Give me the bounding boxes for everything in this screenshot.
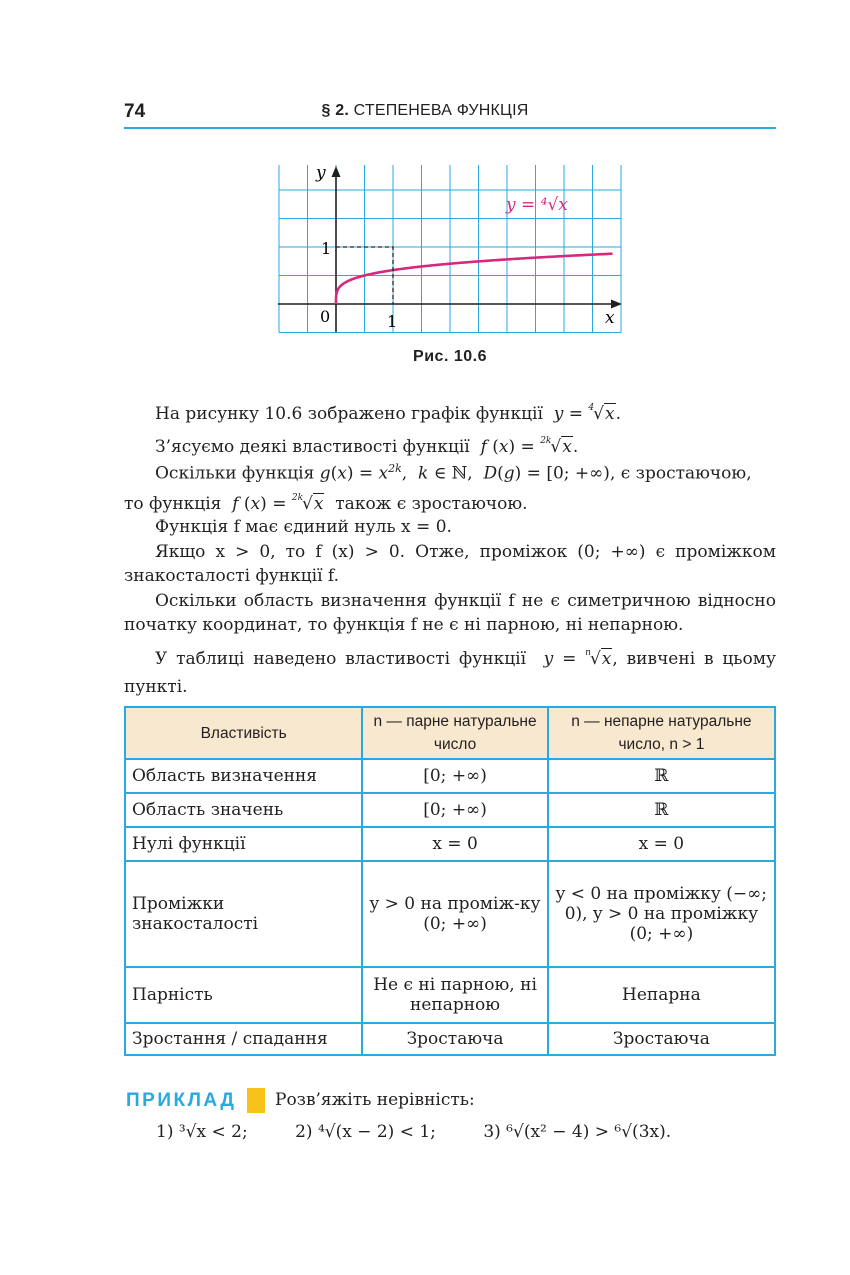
example-item-3: 3) ⁶√(x² − 4) > ⁶√(3x). xyxy=(483,1122,672,1142)
page-number: 74 xyxy=(124,101,146,122)
table-header-row xyxy=(125,707,775,759)
table-cell: Область значень xyxy=(125,793,362,827)
table-cell: x = 0 xyxy=(548,827,775,861)
tick-label-y-1: 1 xyxy=(321,239,332,258)
paragraph-1: На рисунку 10.6 зображено графік функції y = $^4$√x. xyxy=(155,403,621,424)
table-cell: Нулі функції xyxy=(125,827,362,861)
section-title: СТЕПЕНЕВА ФУНКЦІЯ xyxy=(353,102,529,119)
paragraph-2-text: З’ясуємо деякі властивості функції xyxy=(155,437,470,457)
table-header-cell: n — непарне натуральне число, n > 1 xyxy=(548,707,775,759)
paragraph-4-text: Функція f має єдиний нуль x = 0. xyxy=(155,517,452,537)
table-row xyxy=(125,861,775,967)
paragraph-3-text-a: Оскільки функція xyxy=(155,463,315,484)
table-cell: Зростаюча xyxy=(548,1023,775,1055)
table-row xyxy=(125,759,775,793)
paragraph-2: З’ясуємо деякі властивості функції f (x) = $^{2k}$√x. xyxy=(155,436,579,457)
paragraph-4 xyxy=(124,515,776,539)
tick-label-x-1: 1 xyxy=(387,312,398,331)
example-items xyxy=(156,1122,713,1142)
table-cell: [0; +∞) xyxy=(362,793,547,827)
table-cell: [0; +∞) xyxy=(362,759,547,793)
running-head xyxy=(0,102,850,120)
axis-label-x: x xyxy=(605,308,615,328)
paragraph-5-text: Якщо x > 0, то f (x) > 0. Отже, проміжок (0; +∞) є проміжком знакосталості функції f. xyxy=(124,542,776,586)
table-row xyxy=(125,1023,775,1055)
properties-table xyxy=(124,706,776,1056)
section-mark: § 2. xyxy=(321,102,349,119)
paragraph-5 xyxy=(124,540,776,588)
table-cell: y > 0 на проміж-ку (0; +∞) xyxy=(362,861,547,967)
paragraph-3-text-c: то функція xyxy=(124,493,222,514)
table-cell: Парність xyxy=(125,967,362,1023)
axis-label-y: y xyxy=(316,165,326,183)
table-cell: Зростаюча xyxy=(362,1023,547,1055)
function-label: y = ⁴√x xyxy=(506,195,568,215)
paragraph-6-text: Оскільки область визначення функції f не є симетричною відносно початку координат, то функція f не є ні парною, ні непарною. xyxy=(124,591,776,635)
figure-caption: Рис. 10.6 xyxy=(413,348,487,365)
paragraph-7-text-b: вивчені в цьому пункті. xyxy=(124,649,776,697)
table-cell: Область визначення xyxy=(125,759,362,793)
table-cell: Непарна xyxy=(548,967,775,1023)
example-label: ПРИКЛАД xyxy=(126,1090,237,1111)
paragraph-1-text: На рисунку 10.6 зображено графік функції xyxy=(155,404,543,424)
curve-fourth-root xyxy=(336,254,612,304)
table-cell: x = 0 xyxy=(362,827,547,861)
paragraph-6 xyxy=(124,589,776,637)
paragraph-7-text-a: У таблиці наведено властивості функції xyxy=(155,649,527,669)
paragraph-3-text-b: є зростаючою, xyxy=(620,463,752,484)
table-cell: ℝ xyxy=(548,793,775,827)
table-cell: Не є ні парною, ні непарною xyxy=(362,967,547,1023)
table-cell: Зростання / спадання xyxy=(125,1023,362,1055)
paragraph-7: У таблиці наведено властивості функції y = $^n$√x, вивчені в цьому пункті. xyxy=(124,648,776,697)
example-item-2: 2) ⁴√(x − 2) < 1; xyxy=(295,1122,436,1142)
paragraph-3-text-d: також є зростаючою. xyxy=(335,493,528,514)
table-header-cell: n — парне натуральне число xyxy=(362,707,547,759)
paragraph-3: Оскільки функція $g(x) = x^{2k}$, k ∈ ℕ, D(g) = [0; +∞), є зростаючою, то функція f (x) = $^{2k}$√x також є зростаючою. xyxy=(124,462,752,514)
example-marker xyxy=(247,1088,265,1113)
table-cell: y < 0 на проміжку (−∞; 0), y > 0 на проміжку (0; +∞) xyxy=(548,861,775,967)
header-rule xyxy=(124,127,776,129)
table-row xyxy=(125,793,775,827)
table-cell: Проміжки знакосталості xyxy=(125,861,362,967)
example-task: Розв’яжіть нерівність: xyxy=(275,1090,475,1110)
example-item-1: 1) ³√x < 2; xyxy=(156,1122,248,1142)
function-graph xyxy=(278,165,623,335)
table-row xyxy=(125,967,775,1023)
origin-label: 0 xyxy=(320,307,331,326)
table-row xyxy=(125,827,775,861)
table-header-cell: Властивість xyxy=(125,707,362,759)
table-cell: ℝ xyxy=(548,759,775,793)
